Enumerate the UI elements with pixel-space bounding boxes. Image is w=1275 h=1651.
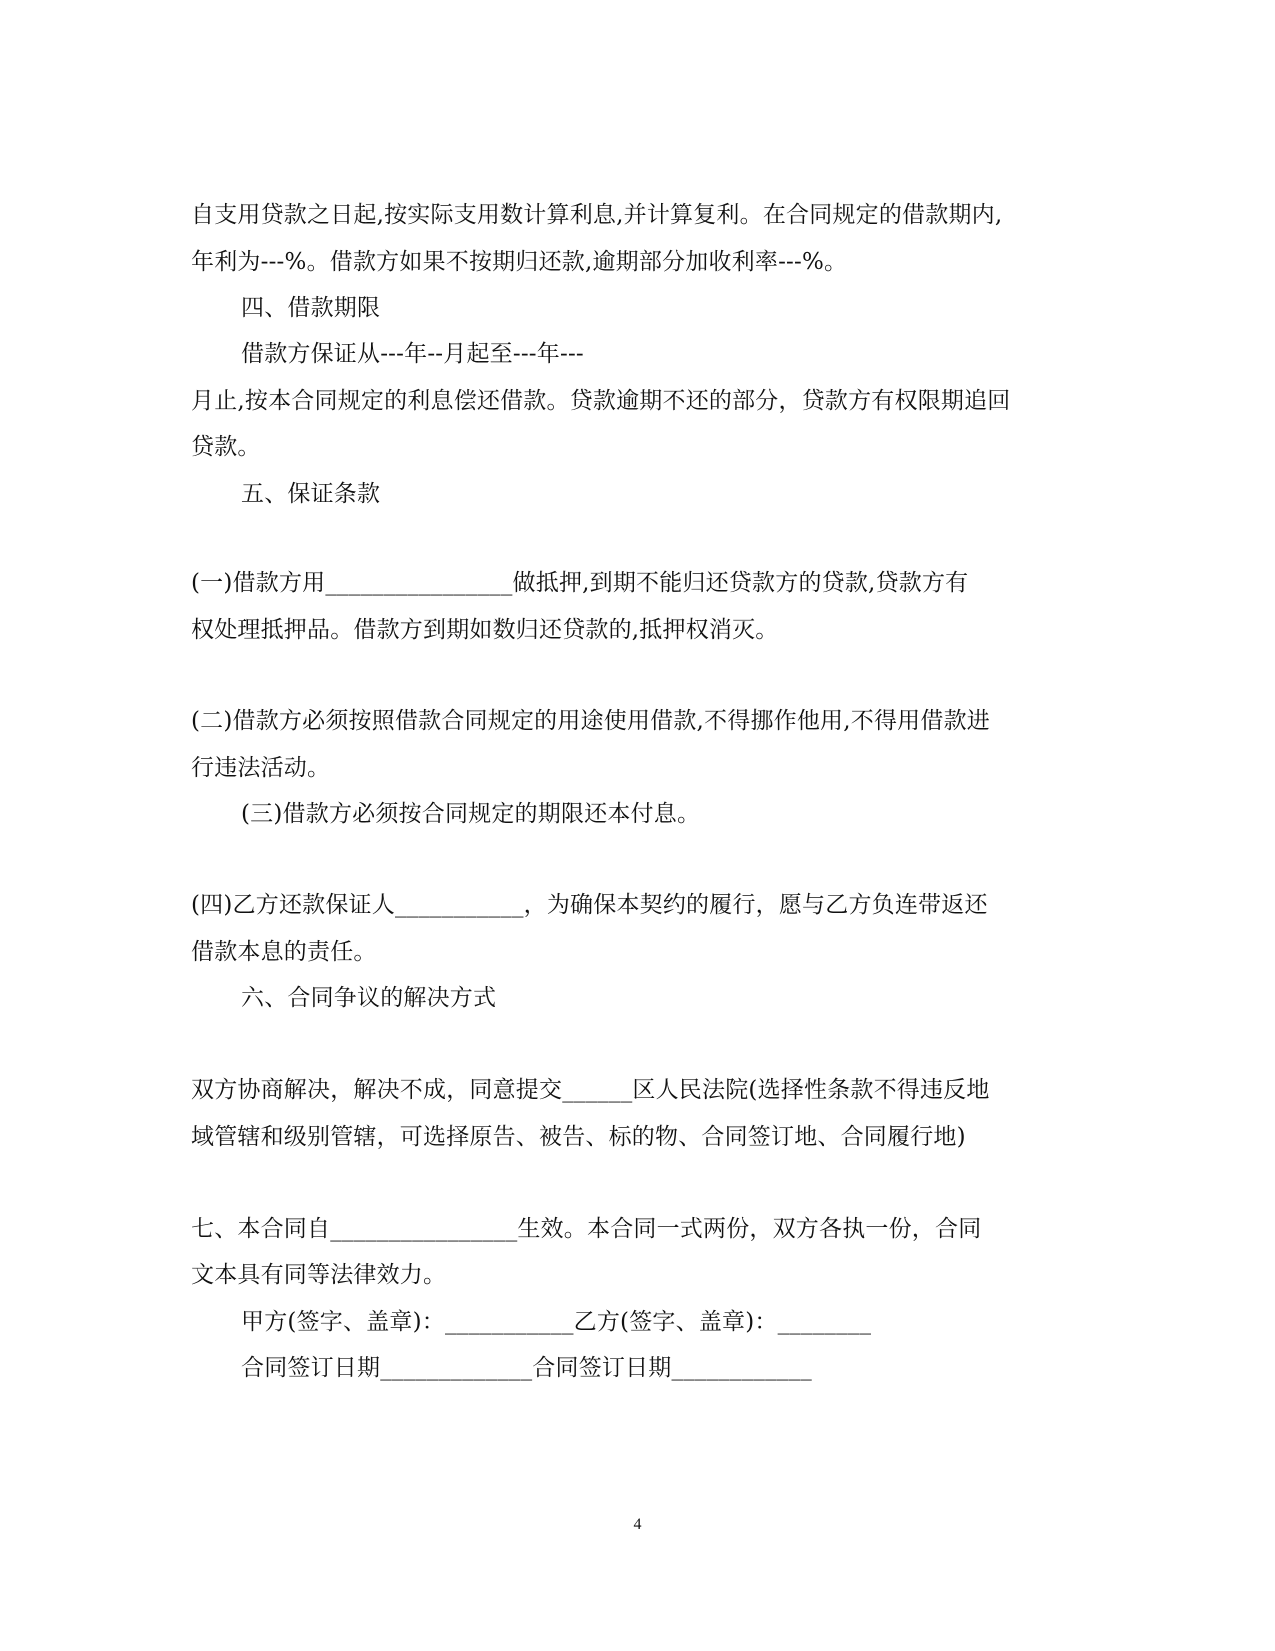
text-line-term-2: 月止,按本合同规定的利息偿还借款。贷款逾期不还的部分，贷款方有权限期追回	[191, 388, 1011, 414]
text-line-clause-4a: (四)乙方还款保证人___________，为确保本契约的履行，愿与乙方负连带返还	[191, 892, 988, 918]
signature-line-parties: 甲方(签字、盖章)：___________乙方(签字、盖章)：________	[241, 1309, 872, 1335]
text-line-term-3: 贷款。	[191, 434, 261, 460]
text-line-clause-3: (三)借款方必须按合同规定的期限还本付息。	[241, 801, 701, 827]
text-line-effective-1: 七、本合同自________________生效。本合同一式两份，双方各执一份，合同	[191, 1216, 982, 1242]
text-line-term-1: 借款方保证从---年--月起至---年---	[241, 341, 584, 367]
text-line-clause-4b: 借款本息的责任。	[191, 939, 377, 965]
text-line-effective-2: 文本具有同等法律效力。	[191, 1262, 447, 1288]
section-heading-dispute: 六、合同争议的解决方式	[241, 985, 497, 1011]
page-number: 4	[633, 1516, 642, 1533]
text-line-clause-1b: 权处理抵押品。借款方到期如数归还贷款的,抵押权消灭。	[191, 617, 779, 643]
text-line-dispute-1: 双方协商解决，解决不成，同意提交______区人民法院(选择性条款不得违反地	[191, 1077, 990, 1103]
text-line-interest-2: 年利为---%。借款方如果不按期归还款,逾期部分加收利率---%。	[191, 249, 848, 275]
text-line-clause-2a: (二)借款方必须按照借款合同规定的用途使用借款,不得挪作他用,不得用借款进	[191, 708, 990, 734]
signature-line-dates: 合同签订日期_____________合同签订日期____________	[241, 1355, 812, 1381]
text-line-interest-1: 自支用贷款之日起,按实际支用数计算利息,并计算复利。在合同规定的借款期内,	[191, 202, 1003, 228]
section-heading-guarantee: 五、保证条款	[241, 481, 381, 507]
text-line-dispute-2: 域管辖和级别管辖，可选择原告、被告、标的物、合同签订地、合同履行地)	[191, 1124, 966, 1150]
text-line-clause-2b: 行违法活动。	[191, 755, 331, 781]
text-line-clause-1a: (一)借款方用________________做抵押,到期不能归还贷款方的贷款,贷款方有	[191, 570, 969, 596]
section-heading-loan-term: 四、借款期限	[241, 295, 381, 321]
